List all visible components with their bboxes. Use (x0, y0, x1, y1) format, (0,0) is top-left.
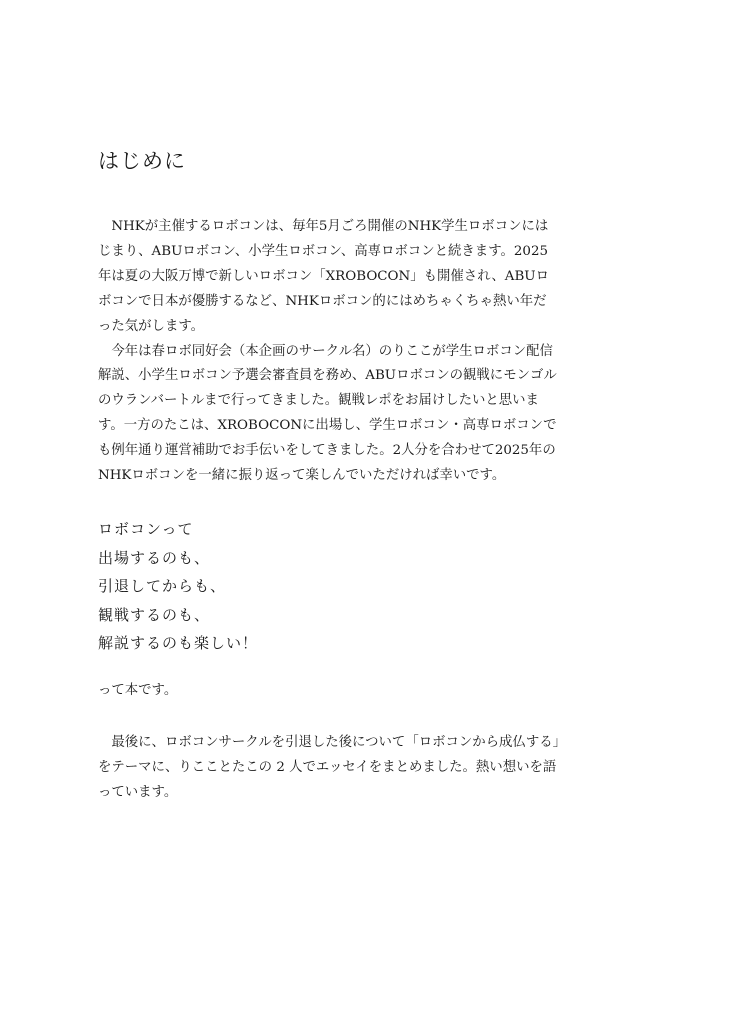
poem-line: 出場するのも、 (98, 548, 211, 567)
intro-line: NHKロボコンを一緒に振り返って楽しんでいただければ幸いです。 (98, 468, 506, 484)
page-title: はじめに (98, 149, 186, 173)
poem-block (98, 515, 258, 658)
closing-paragraph (98, 731, 598, 806)
tail-text: って本です。 (98, 683, 178, 698)
intro-line: 年は夏の大阪万博で新しいロボコン「XROBOCON」も開催され、ABUロ (98, 268, 549, 284)
closing-line: っています。 (98, 784, 178, 800)
intro-line: ボコンで日本が優勝するなど、NHKロボコン的にはめちゃくちゃ熱い年だ (98, 293, 547, 309)
intro-line: じまり、ABUロボコン、小学生ロボコン、高専ロボコンと続きます。2025 (98, 243, 548, 259)
poem-line: 解説するのも楽しい！ (98, 634, 259, 653)
intro-line: NHKが主催するロボコンは、毎年5月ごろ開催のNHK学生ロボコンには (98, 219, 549, 234)
poem-line: 引退してからも、 (98, 577, 227, 596)
poem-line: ロボコンって (98, 520, 194, 538)
intro-line: のウランバートルまで行ってきました。観戦レポをお届けしたいと思いま (98, 393, 539, 409)
intro-line: す。一方のたこは、XROBOCONに出場し、学生ロボコン・高専ロボコンで (98, 418, 557, 434)
closing-line: をテーマに、りこことたこの 2 人でエッセイをまとめました。熱い想いを語 (98, 759, 557, 775)
intro-line: った気がします。 (98, 318, 205, 334)
intro-line: も例年通り運営補助でお手伝いをしてきました。2人分を合わせて2025年の (98, 443, 556, 459)
intro-line: 解説、小学生ロボコン予選会審査員を務め、ABUロボコンの観戦にモンゴル (98, 368, 557, 384)
intro-line: 今年は春ロボ同好会（本企画のサークル名）のりここが学生ロボコン配信 (98, 343, 553, 359)
poem-line: 観戦するのも、 (98, 605, 211, 624)
intro-paragraph (98, 215, 598, 489)
closing-line: 最後に、ロボコンサークルを引退した後について「ロボコンから成仏する」 (98, 735, 566, 750)
